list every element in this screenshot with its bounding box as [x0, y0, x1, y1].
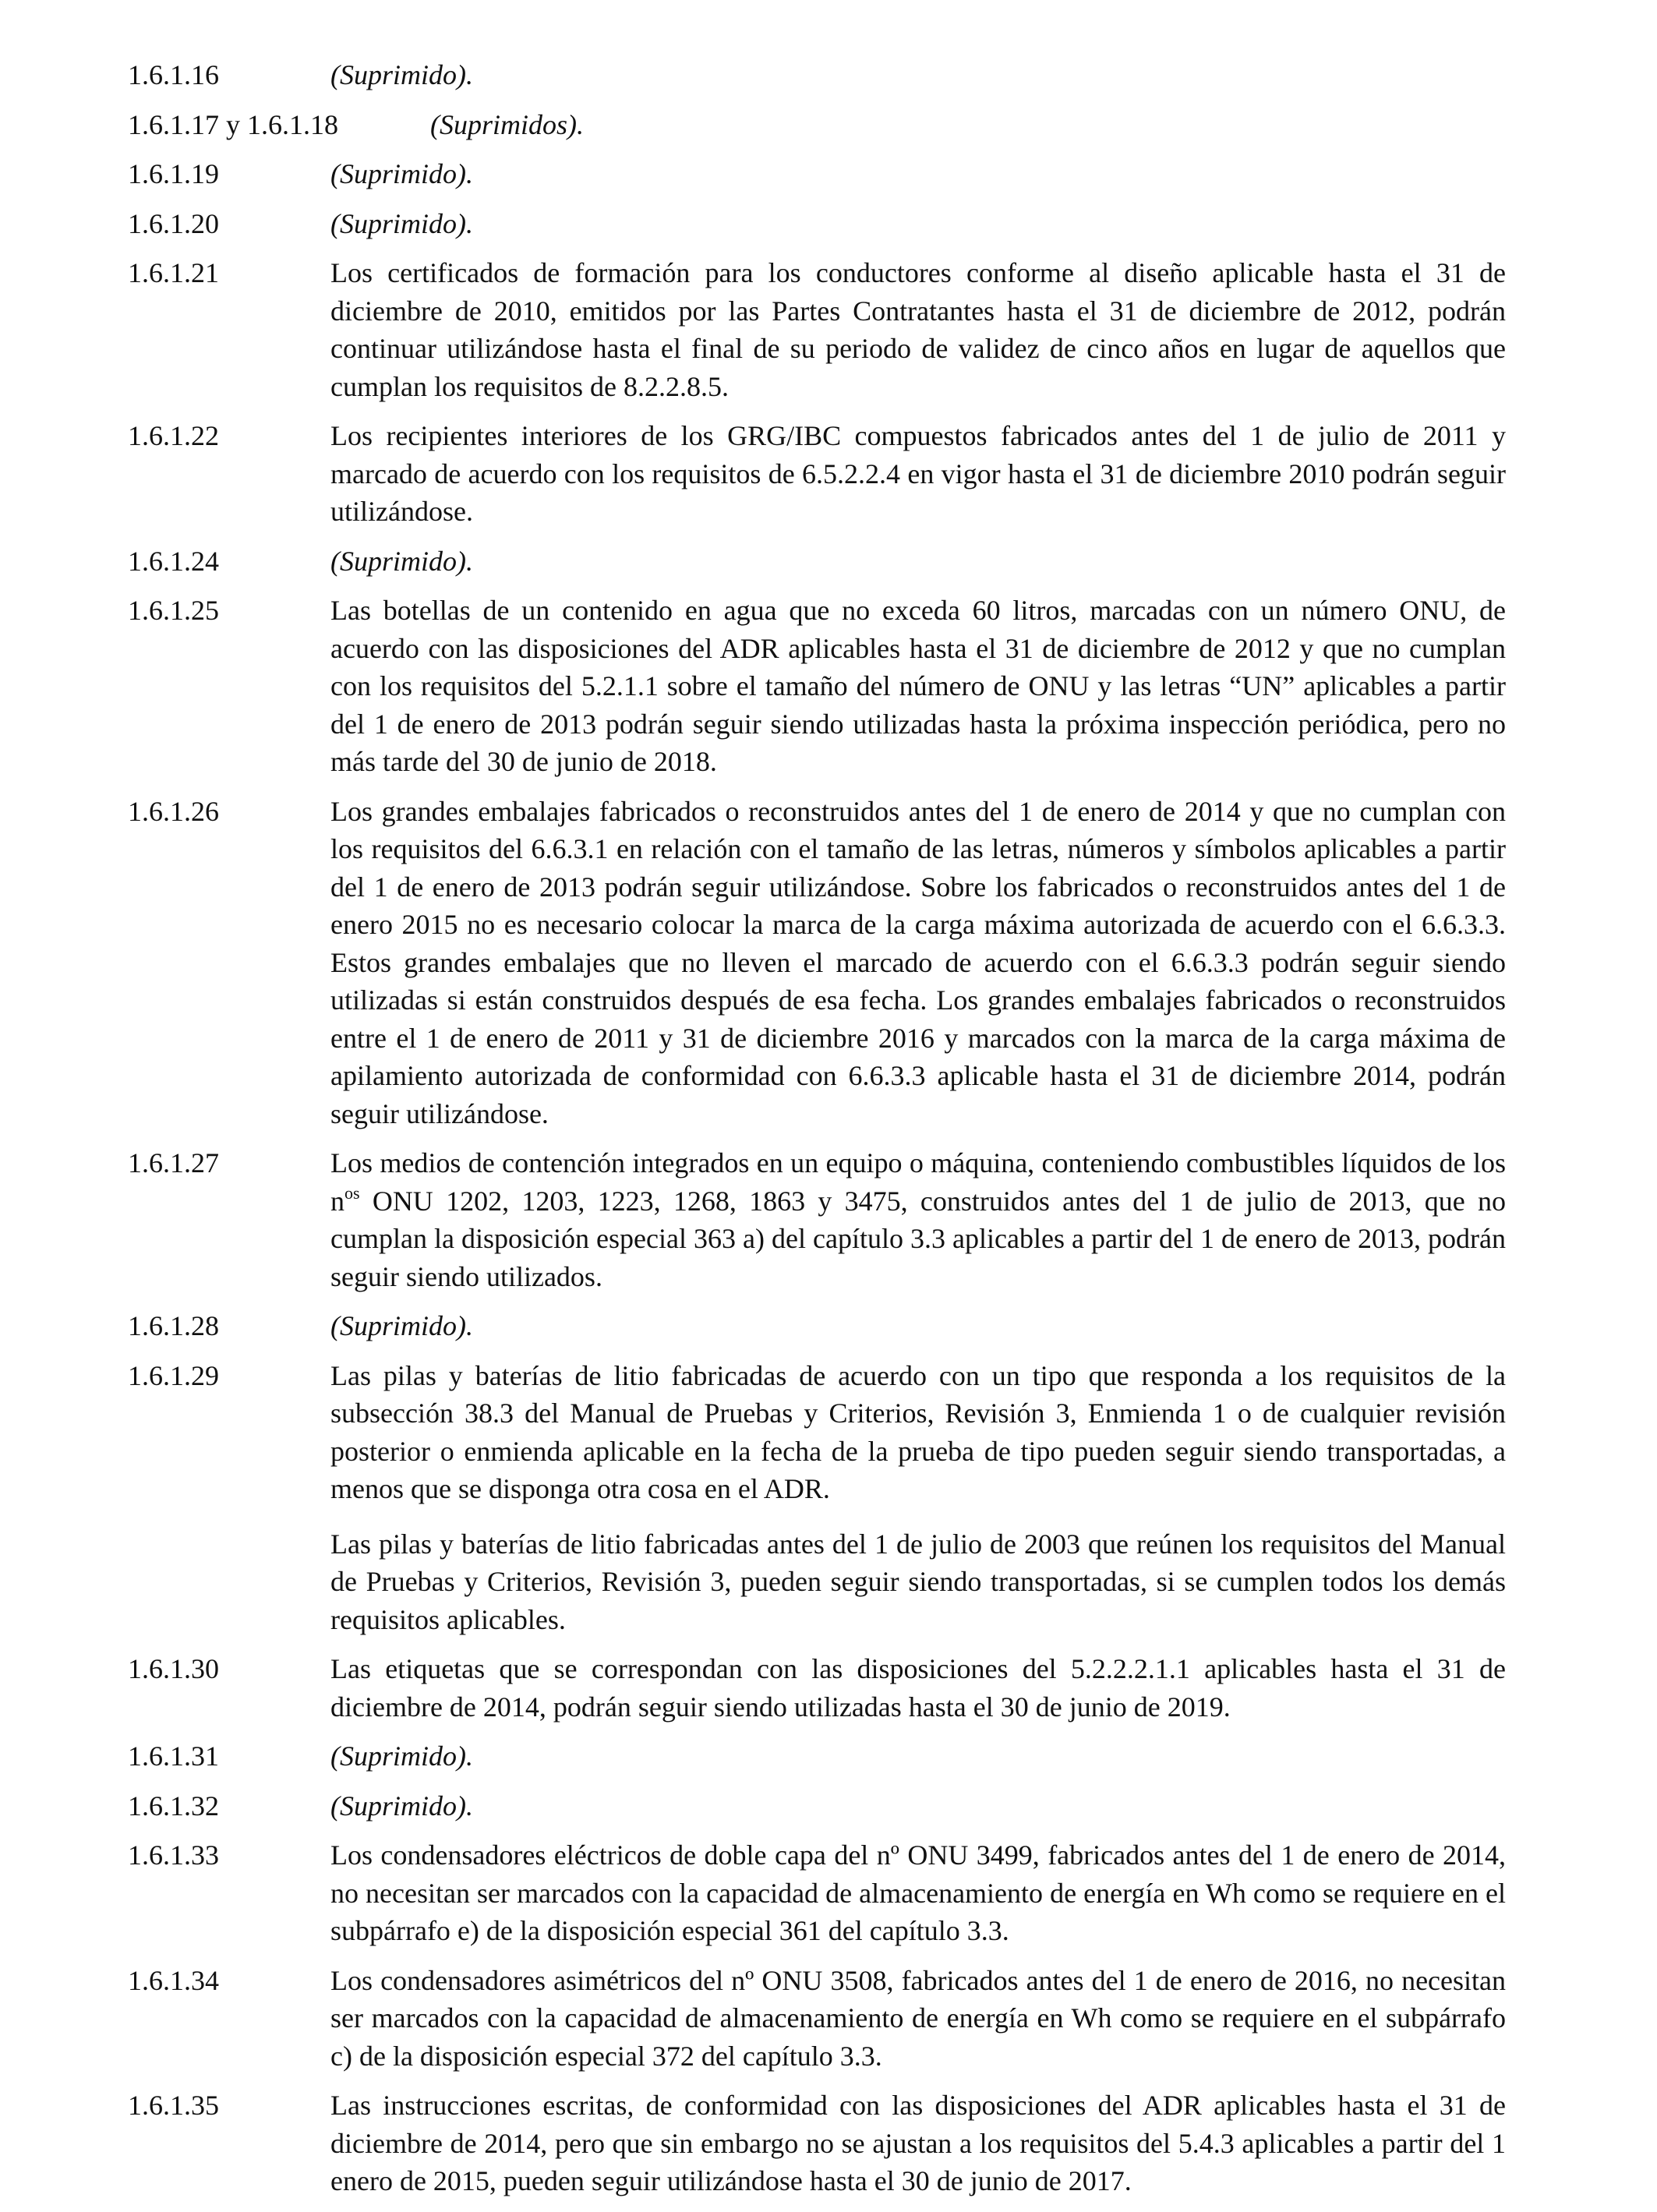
section-paragraph: Las etiquetas que se correspondan con las disposiciones del 5.2.2.2.1.1 aplicables hasta el 31 de diciembre de 2014, podrán seguir siendo utilizadas hasta el 30 de junio de 2019. [330, 1653, 1506, 1723]
section-entry [128, 1357, 1506, 1639]
section-entry [128, 106, 1506, 144]
section-entry [128, 1787, 1506, 1825]
section-body [330, 417, 1506, 531]
deleted-note: (Suprimido). [330, 1790, 473, 1822]
section-entry [128, 1307, 1506, 1345]
section-paragraph: Los condensadores asimétricos del nº ONU 3508, fabricados antes del 1 de enero de 2016, no necesitan ser marcados con la capacidad de almacenamiento de energía en Wh como se requiere en el subpárrafo c) de la disposición especial 372 del capítulo 3.3. [330, 1964, 1506, 2072]
section-number: 1.6.1.24 [128, 545, 219, 577]
section-number: 1.6.1.22 [128, 420, 219, 451]
section-number: 1.6.1.27 [128, 1147, 219, 1178]
section-body [330, 205, 1506, 243]
section-number: 1.6.1.19 [128, 158, 219, 189]
deleted-note: (Suprimido). [330, 1740, 473, 1772]
section-entry [128, 1144, 1506, 1295]
section-number: 1.6.1.25 [128, 595, 219, 626]
section-body [330, 1307, 1506, 1345]
section-number: 1.6.1.29 [128, 1359, 219, 1391]
section-body [330, 542, 1506, 581]
section-body [330, 793, 1506, 1133]
section-body [330, 1962, 1506, 2076]
section-number: 1.6.1.20 [128, 207, 219, 239]
section-body [330, 1836, 1506, 1950]
section-entry [128, 592, 1506, 781]
section-paragraph: Las instrucciones escritas, de conformidad con las disposiciones del ADR aplicables hasta el 31 de diciembre de 2014, pero que sin embargo no se ajustan a los requisitos del 5.4.3 aplicables a partir del 1 enero de 2015, pueden seguir utilizándose hasta el 30 de junio de 2017. [330, 2090, 1506, 2196]
paragraph-text: Los medios de contención integrados en un equipo o máquina, conteniendo combustibles líquidos de los n [330, 1147, 1506, 1217]
deleted-note: (Suprimido). [330, 1310, 473, 1341]
deleted-note: (Suprimido). [330, 158, 473, 189]
section-paragraph: Las botellas de un contenido en agua que no exceda 60 litros, marcadas con un número ONU, de acuerdo con las disposiciones del ADR aplicables hasta el 31 de diciembre de 2012 y que no cumplan con los requisitos del 5.2.1.1 sobre el tamaño del número de ONU y las letras “UN” aplicables a partir del 1 de enero de 2013 podrán seguir siendo utilizadas hasta la próxima inspección periódica, pero no más tarde del 30 de junio de 2018. [330, 595, 1506, 777]
section-entry [128, 417, 1506, 531]
document-page [128, 56, 1506, 2212]
deleted-note: (Suprimido). [330, 545, 473, 577]
section-number: 1.6.1.32 [128, 1790, 219, 1822]
deleted-note: (Suprimido). [330, 59, 473, 90]
section-body [330, 1650, 1506, 1726]
section-entry [128, 205, 1506, 243]
section-number: 1.6.1.21 [128, 257, 219, 288]
section-body [330, 56, 1506, 94]
section-number: 1.6.1.17 y 1.6.1.18 [128, 108, 338, 140]
section-entry [128, 155, 1506, 193]
section-body [330, 1144, 1506, 1295]
section-body [330, 1787, 1506, 1825]
section-number: 1.6.1.31 [128, 1740, 219, 1772]
section-paragraph: Las pilas y baterías de litio fabricadas de acuerdo con un tipo que responda a los requisitos de la subsección 38.3 del Manual de Pruebas y Criterios, Revisión 3, Enmienda 1 o de cualquier revisión posterior o enmienda aplicable en la fecha de la prueba de tipo pueden seguir siendo transportadas, a menos que se disponga otra cosa en el ADR. [330, 1359, 1506, 1504]
superscript-text: os [344, 1182, 360, 1203]
section-body [330, 592, 1506, 781]
section-paragraph: Las pilas y baterías de litio fabricadas antes del 1 de julio de 2003 que reúnen los requisitos del Manual de Pruebas y Criterios, Revisión 3, pueden seguir siendo transportadas, si se cumplen todos los demás requisitos aplicables. [330, 1528, 1506, 1635]
section-entry [128, 1737, 1506, 1776]
deleted-note: (Suprimido). [330, 207, 473, 239]
section-body [430, 106, 1506, 144]
section-entry [128, 1650, 1506, 1726]
section-paragraph: Los recipientes interiores de los GRG/IBC compuestos fabricados antes del 1 de julio de 2011 y marcado de acuerdo con los requisitos de 6.5.2.2.4 en vigor hasta el 31 de diciembre 2010 podrán seguir utilizándose. [330, 420, 1506, 527]
section-entry [128, 56, 1506, 94]
section-number: 1.6.1.16 [128, 59, 219, 90]
section-paragraph: Los condensadores eléctricos de doble capa del nº ONU 3499, fabricados antes del 1 de enero de 2014, no necesitan ser marcados con la capacidad de almacenamiento de energía en Wh como se requiere en el subpárrafo e) de la disposición especial 361 del capítulo 3.3. [330, 1839, 1506, 1946]
section-entry [128, 1962, 1506, 2076]
section-body [330, 1737, 1506, 1776]
section-entry [128, 254, 1506, 405]
deleted-note: (Suprimidos). [430, 108, 584, 140]
section-entry [128, 2087, 1506, 2200]
section-body [330, 155, 1506, 193]
section-entry [128, 793, 1506, 1133]
section-number: 1.6.1.26 [128, 795, 219, 827]
section-entry [128, 1836, 1506, 1950]
section-body [330, 254, 1506, 405]
section-paragraph [330, 1144, 1506, 1295]
section-paragraph: Los certificados de formación para los conductores conforme al diseño aplicable hasta el 31 de diciembre de 2010, emitidos por las Partes Contratantes hasta el 31 de diciembre de 2012, podrán continuar utilizándose hasta el final de su periodo de validez de cinco años en lugar de aquellos que cumplan los requisitos de 8.2.2.8.5. [330, 257, 1506, 402]
section-paragraph: Los grandes embalajes fabricados o reconstruidos antes del 1 de enero de 2014 y que no cumplan con los requisitos del 6.6.3.1 en relación con el tamaño de las letras, números y símbolos aplicables a partir del 1 de enero de 2013 podrán seguir utilizándose. Sobre los fabricados o reconstruidos antes del 1 de enero 2015 no es necesario colocar la marca de la carga máxima autorizada de acuerdo con el 6.6.3.3. Estos grandes embalajes que no lleven el marcado de acuerdo con el 6.6.3.3 podrán seguir siendo utilizadas si están construidos después de esa fecha. Los grandes embalajes fabricados o reconstruidos entre el 1 de enero de 2011 y 31 de diciembre 2016 y marcados con la marca de la carga máxima de apilamiento autorizada de conformidad con 6.6.3.3 aplicable hasta el 31 de diciembre 2014, podrán seguir utilizándose. [330, 795, 1506, 1129]
section-number: 1.6.1.30 [128, 1653, 219, 1684]
section-number: 1.6.1.28 [128, 1310, 219, 1341]
section-body [330, 1357, 1506, 1639]
section-entry [128, 542, 1506, 581]
section-number: 1.6.1.35 [128, 2090, 219, 2121]
section-number: 1.6.1.34 [128, 1964, 219, 1996]
section-number: 1.6.1.33 [128, 1839, 219, 1871]
section-body [330, 2087, 1506, 2200]
paragraph-text: ONU 1202, 1203, 1223, 1268, 1863 y 3475, construidos antes del 1 de julio de 2013, que no cumplan la disposición especial 363 a) del capítulo 3.3 aplicables a partir del 1 de enero de 2013, podrán seguir siendo utilizados. [330, 1185, 1506, 1292]
